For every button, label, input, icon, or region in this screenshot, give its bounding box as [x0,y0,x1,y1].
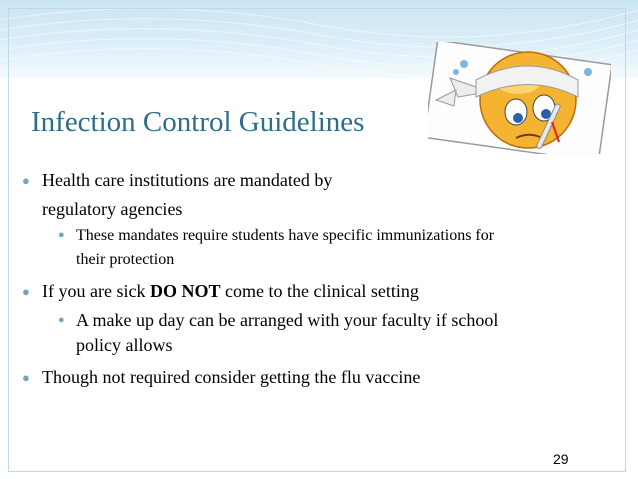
list-item: If you are sick DO NOT come to the clinical setting [42,281,419,301]
list-item: Health care institutions are mandated by [42,170,333,190]
bullet-icon: ● [58,314,65,326]
bullet-icon: ● [58,229,65,241]
list-item: their protection [76,251,175,268]
bullet-icon: ● [22,173,30,188]
slide-title: Infection Control Guidelines [31,106,365,138]
list-item: A make up day can be arranged with your faculty if school [76,310,499,330]
list-item: Though not required consider getting the flu vaccine [42,367,421,387]
bullet-icon: ● [22,284,30,299]
emphasis-text: DO NOT [149,281,221,301]
list-item: These mandates require students have specific immunizations for [76,227,495,244]
bullet-icon: ● [22,370,30,385]
page-number: 29 [553,451,569,467]
list-item: regulatory agencies [42,199,183,219]
sick-emoticon-icon [428,42,611,154]
list-item: policy allows [76,335,173,355]
